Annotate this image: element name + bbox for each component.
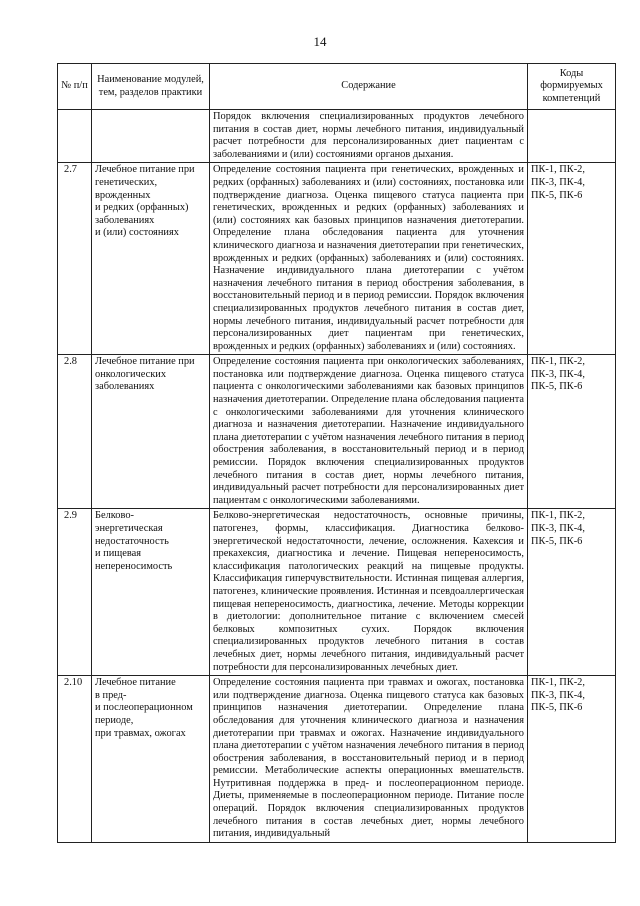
row-num: 2.10: [58, 676, 92, 843]
table-row: [58, 676, 616, 843]
curriculum-table: [57, 63, 616, 843]
table-row: [58, 509, 616, 676]
header-num: № п/п: [58, 64, 92, 110]
row-module: [92, 110, 210, 163]
row-module: Лечебное питание при онкологических заболеваниях: [92, 355, 210, 509]
row-codes: ПК-1, ПК-2, ПК-3, ПК-4, ПК-5, ПК-6: [528, 676, 616, 843]
row-codes: ПК-1, ПК-2, ПК-3, ПК-4, ПК-5, ПК-6: [528, 355, 616, 509]
row-module: Белково- энергетическая недостаточность и пищевая непереносимость: [92, 509, 210, 676]
row-content: Определение состояния пациента при онкологических заболеваниях, постановка или подтверждение диагноза. Оценка пищевого статуса пациента с онкологическими заболеваниями как базовых принципов назначения диетотерапии. Определение плана обследования пациента с онкологическими заболеваниями для уточнения клинического диагноза и назначения диетотерапии. Назначение индивидуального плана диетотерапии с учётом назначения лечебного питания в период обострения заболевания, в восстановительный период и в период ремиссии. Порядок включения специализированных продуктов лечебного питания в состав диет, нормы лечебного питания, индивидуальный расчет потребности для персонализированных диет пациентам с онкологическими заболеваниями.: [210, 355, 528, 509]
row-module: Лечебное питание в пред- и послеоперационном периоде, при травмах, ожогах: [92, 676, 210, 843]
header-codes: Коды формируемых компетенций: [528, 64, 616, 110]
table-row: [58, 110, 616, 163]
header-module: Наименование модулей, тем, разделов практики: [92, 64, 210, 110]
header-content: Содержание: [210, 64, 528, 110]
row-codes: ПК-1, ПК-2, ПК-3, ПК-4, ПК-5, ПК-6: [528, 509, 616, 676]
row-content: Определение состояния пациента при генетических, врожденных и редких (орфанных) заболеваниях и (или) состояниях, постановка или подтверждение диагноза. Оценка пищевого статуса пациента при генетических, врожденных и редких (орфанных) заболеваниях и (или) состояниях как базовых принципов назначения диетотерапии. Определение плана обследования пациента для уточнения клинического диагноза и назначения диетотерапии при генетических, врожденных и редких (орфанных) заболеваниях и (или) состояниях. Назначение индивидуального плана диетотерапии с учётом назначения лечебного питания в период обострения заболевания, в восстановительный период и в период ремиссии. Порядок включения специализированных продуктов лечебного питания в состав диет, нормы лечебного питания, индивидуальный расчет потребности для персонализированных диет пациентам при генетических, врожденных и редких (орфанных) заболеваниях и (или) состояниях.: [210, 163, 528, 355]
table-row: [58, 355, 616, 509]
row-num: 2.9: [58, 509, 92, 676]
row-content: Порядок включения специализированных продуктов лечебного питания в состав диет, нормы лечебного питания, индивидуальный расчет потребности для персонализированных диет пациентам с заболеваниями и (или) состояниями органов дыхания.: [210, 110, 528, 163]
row-num: [58, 110, 92, 163]
row-content: Определение состояния пациента при травмах и ожогах, постановка или подтверждение диагноза. Оценка пищевого статуса как базовых принципов назначения диетотерапии. Определение плана обследования для уточнения клинического диагноза и назначения диетотерапии при травмах и ожогах. Назначение индивидуального плана диетотерапии с учётом назначения лечебного питания в период обострения заболевания, в восстановительный период и в период ремиссии. Метаболические аспекты операционных вмешательств. Нутритивная поддержка в пред- и послеоперационном периоде. Диеты, применяемые в послеоперационном периоде. Питание после операций. Порядок включения специализированных продуктов лечебного питания в состав лечебных диет, нормы лечебного питания, индивидуальный: [210, 676, 528, 843]
table-header-row: [58, 64, 616, 110]
row-module: Лечебное питание при генетических, врожденных и редких (орфанных) заболеваниях и (или) состояниях: [92, 163, 210, 355]
page-number: 14: [313, 34, 327, 49]
row-num: 2.8: [58, 355, 92, 509]
row-codes: [528, 110, 616, 163]
row-codes: ПК-1, ПК-2, ПК-3, ПК-4, ПК-5, ПК-6: [528, 163, 616, 355]
row-content: Белково-энергетическая недостаточность, основные причины, патогенез, формы, классификация. Диагностика белково-энергетической недостаточности, лечение, осложнения. Кахексия и прекахексия, диагностика и лечение. Пищевая непереносимость, классификация патологических реакций на пищевые продукты. Классификация гиперчувствительности. Истинная пищевая аллергия, патогенез, клинические проявления. Истинная и псевдоаллергическая пищевая непереносимость, диагностика, лечение. Методы коррекции в диетологии: дополнительное питание с включением смесей белковых композитных сухих. Порядок включения специализированных продуктов лечебного питания в состав лечебных диет, нормы лечебного питания, индивидуальный расчет потребности для персонализированных лечебных диет.: [210, 509, 528, 676]
row-num: 2.7: [58, 163, 92, 355]
table-row: [58, 163, 616, 355]
